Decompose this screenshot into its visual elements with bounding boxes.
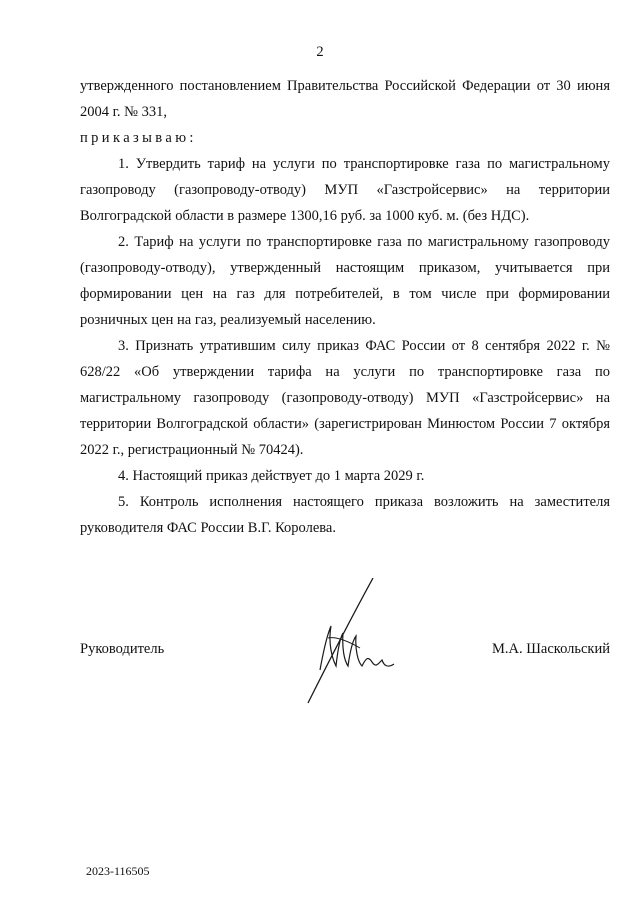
paragraph-item-5: 5. Контроль исполнения настоящего приказа возложить на заместителя руководителя ФАС России В.Г. Королева. [80,494,610,536]
paragraph-item-2: 2. Тариф на услуги по транспортировке газа по магистральному газопроводу (газопроводу-отводу), утвержденный настоящим приказом, учитывается при формировании цен на газ для потребителей, в том числе при формировании розничных цен на газ, реализуемый населению. [80,234,610,328]
paragraph-intro-continuation: утвержденного постановлением Правительства Российской Федерации от 30 июня 2004 г. № 331, [80,78,610,120]
signatory-name: М.А. Шаскольский [492,641,610,657]
paragraph-item-4: 4. Настоящий приказ действует до 1 марта 2029 г. [118,468,425,484]
signatory-title: Руководитель [80,641,165,657]
paragraph-item-3: 3. Признать утратившим силу приказ ФАС России от 8 сентября 2022 г. № 628/22 «Об утверждении тарифа на услуги по транспортировке газа по магистральному газопроводу (газопроводу-отводу) МУП «Газстройсервис» на территории Волгоградской области» (зарегистрирован Минюстом России 7 октября 2022 г., регистрационный № 70424). [80,338,610,458]
paragraph-item-1: 1. Утвердить тариф на услуги по транспортировке газа по магистральному газопроводу (газопроводу-отводу) МУП «Газстройсервис» на территории Волгоградской области в размере 1300,16 руб. за 1000 куб. м. (без НДС). [80,156,610,224]
document-body [80,73,610,541]
handwritten-signature [298,578,408,708]
page-number: 2 [316,44,324,60]
order-word: приказываю: [80,130,197,146]
registration-number: 2023-116505 [86,864,150,878]
